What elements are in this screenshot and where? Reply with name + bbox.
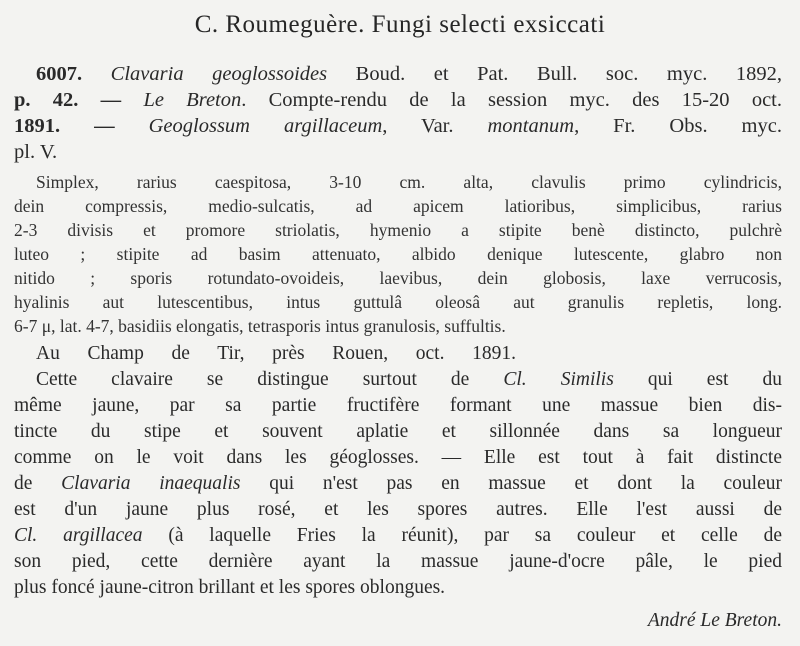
text-segment: est d'un jaune plus rosé, et les spores autres. Elle l'est aussi de	[14, 499, 782, 520]
signature: André Le Breton.	[647, 610, 782, 631]
header-line	[36, 62, 782, 86]
note-line	[14, 420, 782, 444]
description-line: Simplex, rarius caespitosa, 3-10 cm. alta, clavulis primo cylindricis,	[36, 172, 782, 192]
text-segment: Cl. Similis	[503, 369, 614, 390]
text-segment: 1891. —	[14, 115, 149, 137]
text-segment: p. 42. —	[14, 89, 144, 111]
note-line	[36, 368, 782, 392]
text-segment: montanum	[487, 115, 575, 137]
text-segment: Cette clavaire se distingue surtout de	[36, 369, 504, 390]
description-line: hyalinis aut lutescentibus, intus guttulâ oleosâ aut granulis repletis, long.	[14, 292, 782, 312]
note-line	[14, 472, 782, 496]
header-line	[14, 114, 782, 138]
text-segment: tincte du stipe et souvent aplatie et sillonnée dans sa longueur	[14, 421, 782, 442]
text-segment: , Fr. Obs. myc.	[574, 115, 782, 137]
text-segment: Geoglossum argillaceum	[148, 115, 383, 137]
note-line	[14, 394, 782, 418]
header-line	[14, 140, 782, 164]
note-line	[14, 446, 782, 470]
note-line	[14, 524, 782, 548]
locality-line: Au Champ de Tir, près Rouen, oct. 1891.	[36, 343, 516, 364]
text-segment: Cl. argillacea	[14, 525, 143, 546]
text-segment: 6007.	[36, 63, 111, 85]
note-line	[14, 576, 782, 600]
page-title: C. Roumeguère. Fungi selecti exsiccati	[194, 11, 606, 38]
description-line: dein compressis, medio-sulcatis, ad apicem latioribus, simplicibus, rarius	[14, 196, 782, 216]
note-line	[14, 550, 782, 574]
note-line	[14, 498, 782, 522]
text-segment: qui est du	[613, 369, 782, 390]
text-segment: , Var.	[382, 115, 488, 137]
text-segment: de	[14, 473, 62, 494]
description-line: luteo ; stipite ad basim attenuato, albido denique lutescente, glabro non	[14, 244, 782, 264]
header-line	[14, 88, 782, 112]
text-segment: Clavaria inaequalis	[61, 473, 241, 494]
description-line: 6-7 μ, lat. 4-7, basidiis elongatis, tetrasporis intus granulosis, suffultis.	[14, 316, 506, 336]
text-segment: Clavaria geoglossoides	[110, 63, 328, 85]
description-line: 2-3 divisis et promore striolatis, hymenio a stipite benè distincto, pulchrè	[14, 220, 782, 240]
text-segment: pl. V.	[14, 141, 58, 163]
text-segment: . Compte-rendu de la session myc. des 15-20 oct.	[241, 89, 782, 111]
description-line: nitido ; sporis rotundato-ovoideis, laevibus, dein globosis, laxe verrucosis,	[14, 268, 782, 288]
text-segment: Le Breton	[143, 89, 242, 111]
text-segment: même jaune, par sa partie fructifère formant une massue bien dis-	[14, 395, 782, 416]
text-segment: Boud. et Pat. Bull. soc. myc. 1892,	[327, 63, 782, 85]
text-segment: plus foncé jaune-citron brillant et les spores oblongues.	[14, 577, 446, 598]
text-segment: son pied, cette dernière ayant la massue jaune-d'ocre pâle, le pied	[14, 551, 782, 572]
text-segment: qui n'est pas en massue et dont la couleur	[240, 473, 782, 494]
text-segment: (à laquelle Fries la réunit), par sa couleur et celle de	[142, 525, 782, 546]
text-segment: comme on le voit dans les géoglosses. — Elle est tout à fait distincte	[14, 447, 782, 468]
